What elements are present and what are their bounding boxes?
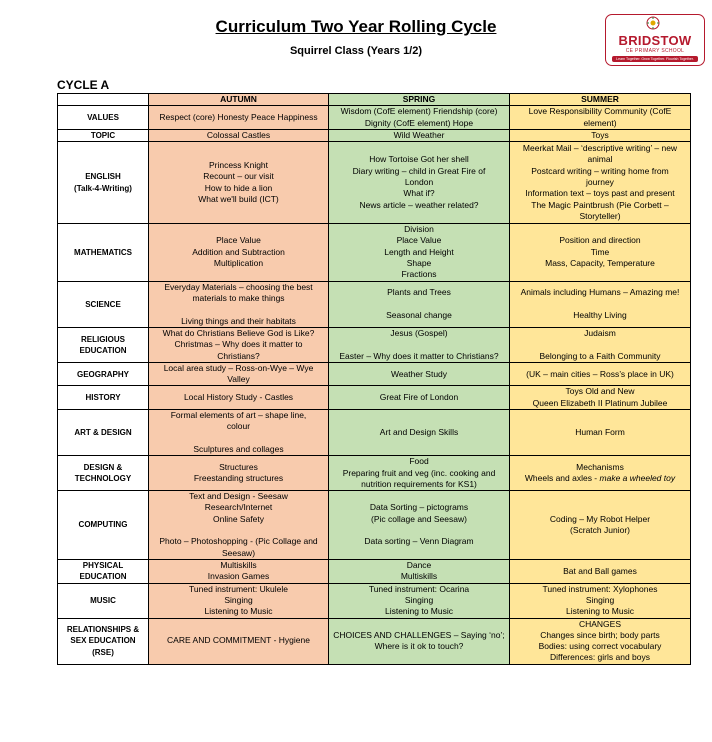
cell-line: PHYSICAL xyxy=(82,560,124,570)
cell-line: (Scratch Junior) xyxy=(570,525,630,536)
spring-cell xyxy=(329,456,510,491)
subject-cell xyxy=(58,410,149,456)
cell-line: Data sorting – Venn Diagram xyxy=(364,536,474,547)
cell-line: Addition and Subtraction xyxy=(192,246,285,257)
column-header-summer: SUMMER xyxy=(510,94,691,106)
cell-line: Fractions xyxy=(401,269,437,280)
spring-cell xyxy=(329,224,510,281)
cell-line: (RSE) xyxy=(92,647,114,657)
table-row xyxy=(58,224,691,281)
autumn-cell xyxy=(149,618,329,664)
cell-line: Coding – My Robot Helper xyxy=(549,513,651,524)
cell-line: Multiplication xyxy=(213,258,264,269)
summer-cell xyxy=(510,224,691,281)
summer-cell xyxy=(510,142,691,224)
cell-line: Love Responsibility Community (CofE xyxy=(528,106,672,117)
autumn-cell xyxy=(149,362,329,386)
cell-line: Everyday Materials – choosing the best xyxy=(164,281,313,292)
summer-cell xyxy=(510,559,691,583)
spring-cell xyxy=(329,386,510,410)
spring-cell xyxy=(329,410,510,456)
cell-line: Art and Design Skills xyxy=(379,426,459,437)
autumn-cell xyxy=(149,491,329,560)
cell-line: News article – weather related? xyxy=(359,199,479,210)
cell-line: CHANGES xyxy=(578,618,622,629)
cycle-heading: CYCLE A xyxy=(57,78,110,92)
cell-line: Formal elements of art – shape line, xyxy=(170,410,307,421)
column-header-spring: SPRING xyxy=(329,94,510,106)
cell-line: Living things and their habitats xyxy=(181,315,296,326)
column-header-autumn: AUTUMN xyxy=(149,94,329,106)
cell-line: Christians? xyxy=(217,350,260,361)
subject-cell xyxy=(58,386,149,410)
cell-line: materials to make things xyxy=(192,292,285,303)
autumn-cell xyxy=(149,386,329,410)
table-row xyxy=(58,386,691,410)
table-header-row xyxy=(58,94,691,106)
cell-text-plain: Wheels and axles - xyxy=(524,473,600,484)
cell-line: CHOICES AND CHALLENGES – Saying ‘no’; xyxy=(333,629,505,640)
cell-line: Listening to Music xyxy=(384,606,454,617)
cell-line xyxy=(512,473,688,484)
cell-line: Information text – toys past and present xyxy=(525,188,675,199)
cell-line: Text and Design - Seesaw xyxy=(189,491,288,502)
school-emblem-icon xyxy=(646,16,660,30)
table-row xyxy=(58,410,691,456)
spring-cell xyxy=(329,491,510,560)
spring-cell xyxy=(329,618,510,664)
cell-line: (Talk-4-Writing) xyxy=(74,183,132,193)
cell-line: Healthy Living xyxy=(573,309,627,320)
cell-line: Listening to Music xyxy=(565,606,635,617)
cell-line: Online Safety xyxy=(212,513,265,524)
cell-line: Data Sorting – pictograms xyxy=(369,502,469,513)
cell-line: Listening to Music xyxy=(204,606,273,617)
spring-cell xyxy=(329,142,510,224)
cell-line: Human Form xyxy=(575,426,625,437)
subject-cell xyxy=(58,106,149,130)
cell-line: MATHEMATICS xyxy=(74,247,132,257)
cell-line: Singing xyxy=(404,594,434,605)
subject-cell xyxy=(58,281,149,327)
cell-line: Research/Internet xyxy=(204,502,273,513)
cell-line: Meerkat Mail – ‘descriptive writing’ – new xyxy=(522,143,678,154)
spring-cell xyxy=(329,129,510,141)
cell-line: (Pic collage and Seesaw) xyxy=(371,513,467,524)
cell-line: Jesus (Gospel) xyxy=(390,327,448,338)
summer-cell xyxy=(510,491,691,560)
cell-line: Photo – Photoshopping - (Pic Collage and xyxy=(159,536,318,547)
logo-motto: Learn Together. Grow Together. Flourish Together. xyxy=(612,56,698,62)
summer-cell xyxy=(510,362,691,386)
table-row xyxy=(58,491,691,560)
autumn-cell xyxy=(149,327,329,362)
table-row xyxy=(58,106,691,130)
column-header-subject xyxy=(58,94,149,106)
table-row xyxy=(58,327,691,362)
spring-cell xyxy=(329,362,510,386)
cell-line: What we'll build (ICT) xyxy=(198,193,279,204)
spring-cell xyxy=(329,559,510,583)
summer-cell xyxy=(510,583,691,618)
subject-cell xyxy=(58,327,149,362)
cell-line: Plants and Trees xyxy=(387,287,451,298)
summer-cell xyxy=(510,106,691,130)
cell-line: Easter – Why does it matter to Christians? xyxy=(339,350,499,361)
cell-line: TOPIC xyxy=(90,130,116,140)
cell-line xyxy=(512,339,688,350)
cell-line: Place Value xyxy=(216,235,261,246)
cell-line: Christmas – Why does it matter to xyxy=(174,339,303,350)
subject-cell xyxy=(58,129,149,141)
cell-line xyxy=(151,433,326,444)
cell-line: Freestanding structures xyxy=(193,473,284,484)
cell-line: Differences: girls and boys xyxy=(549,652,650,663)
cell-line: Multiskills xyxy=(400,571,438,582)
logo-school-name: BRIDSTOW xyxy=(618,33,692,48)
cell-line: CARE AND COMMITMENT - Hygiene xyxy=(167,635,310,646)
cell-line: Toys xyxy=(591,129,609,140)
cell-line: Position and direction xyxy=(559,235,641,246)
spring-cell xyxy=(329,327,510,362)
autumn-cell xyxy=(149,281,329,327)
cell-line: Mechanisms xyxy=(576,461,624,472)
cell-line: What if? xyxy=(403,188,435,199)
cell-line: EDUCATION xyxy=(79,572,127,582)
cell-line: Bat and Ball games xyxy=(563,565,637,576)
cell-line: Judaism xyxy=(584,327,616,338)
subject-cell xyxy=(58,224,149,281)
cell-line: Seesaw) xyxy=(221,547,256,558)
table-row xyxy=(58,142,691,224)
cell-line: Toys Old and New xyxy=(565,386,635,397)
subject-cell xyxy=(58,142,149,224)
autumn-cell xyxy=(149,583,329,618)
autumn-cell xyxy=(149,224,329,281)
cell-line: colour xyxy=(226,421,251,432)
cell-line: ART & DESIGN xyxy=(74,427,132,437)
cell-line: Singing xyxy=(585,594,615,605)
subject-cell xyxy=(58,559,149,583)
summer-cell xyxy=(510,327,691,362)
cell-line: Belonging to a Faith Community xyxy=(539,350,661,361)
cell-line: Sculptures and collages xyxy=(193,443,284,454)
cell-line: Time xyxy=(590,246,610,257)
cell-line: Food xyxy=(409,456,429,467)
table-row xyxy=(58,129,691,141)
cell-line: Changes since birth; body parts xyxy=(540,629,660,640)
autumn-cell xyxy=(149,129,329,141)
spring-cell xyxy=(329,583,510,618)
cell-line: Invasion Games xyxy=(207,571,270,582)
cell-line xyxy=(151,304,326,315)
cell-line xyxy=(331,299,507,310)
cell-line: Division xyxy=(404,224,434,235)
cell-line: ENGLISH xyxy=(85,172,121,182)
cell-line: VALUES xyxy=(87,112,119,122)
cell-line: Preparing fruit and veg (inc. cooking and xyxy=(342,467,496,478)
cell-line: Recount – our visit xyxy=(203,171,274,182)
cell-line: Length and Height xyxy=(384,246,454,257)
page-title: Curriculum Two Year Rolling Cycle xyxy=(215,17,497,36)
cell-line: SEX EDUCATION xyxy=(70,636,136,646)
table-row xyxy=(58,281,691,327)
cell-line: Princess Knight xyxy=(208,160,269,171)
cell-line: Postcard writing – writing home from xyxy=(531,165,669,176)
cell-line: Wisdom (CofE element) Friendship (core) xyxy=(340,106,498,117)
autumn-cell xyxy=(149,106,329,130)
cell-line: element) xyxy=(583,117,617,128)
subject-cell xyxy=(58,491,149,560)
cell-line: Local History Study - Castles xyxy=(183,392,294,403)
logo-school-type: CE PRIMARY SCHOOL xyxy=(625,48,685,54)
cell-line: Shape xyxy=(406,258,432,269)
cell-line: Respect (core) Honesty Peace Happiness xyxy=(159,111,318,122)
cell-line: Queen Elizabeth II Platinum Jubilee xyxy=(532,397,668,408)
cell-line: Local area study – Ross-on-Wye – Wye xyxy=(163,362,314,373)
cell-line: RELATIONSHIPS & xyxy=(66,625,140,635)
cell-line: Tuned instrument: Ukulele xyxy=(189,583,288,594)
cell-line: Dignity (CofE element) Hope xyxy=(364,117,474,128)
table-row xyxy=(58,618,691,664)
cell-line: Great Fire of London xyxy=(379,392,459,403)
spring-cell xyxy=(329,281,510,327)
cell-text-italic: make a wheeled toy xyxy=(599,473,676,484)
subject-cell xyxy=(58,618,149,664)
cell-line: Singing xyxy=(224,594,253,605)
curriculum-table xyxy=(57,93,691,665)
cell-line: Where is it ok to touch? xyxy=(374,641,464,652)
table-row xyxy=(58,583,691,618)
table-row xyxy=(58,559,691,583)
cell-line: Storyteller) xyxy=(579,210,621,221)
cell-line: How Tortoise Got her shell xyxy=(369,154,469,165)
cell-line: journey xyxy=(586,177,614,188)
cell-line: Weather Study xyxy=(390,368,448,379)
summer-cell xyxy=(510,618,691,664)
autumn-cell xyxy=(149,142,329,224)
table-row xyxy=(58,456,691,491)
cell-line xyxy=(331,525,507,536)
cell-line: Animals including Humans – Amazing me! xyxy=(520,287,680,298)
summer-cell xyxy=(510,456,691,491)
autumn-cell xyxy=(149,456,329,491)
cell-line: Seasonal change xyxy=(386,309,452,320)
cell-line: The Magic Paintbrush (Pie Corbett – xyxy=(531,199,669,210)
cell-line: animal xyxy=(587,154,613,165)
cell-line: HISTORY xyxy=(85,393,121,403)
cell-line: SCIENCE xyxy=(85,299,121,309)
cell-line: Dance xyxy=(406,559,432,570)
cell-line: London xyxy=(404,177,434,188)
autumn-cell xyxy=(149,410,329,456)
school-logo xyxy=(605,14,705,66)
cell-line: Diary writing – child in Great Fire of xyxy=(352,165,486,176)
cell-line: Tuned instrument: Ocarina xyxy=(368,583,470,594)
cell-line: Tuned instrument: Xylophones xyxy=(542,583,658,594)
cell-line: (UK – main cities – Ross’s place in UK) xyxy=(526,368,674,379)
summer-cell xyxy=(510,129,691,141)
cell-line: Colossal Castles xyxy=(206,129,271,140)
cell-line xyxy=(151,525,326,536)
cell-line: EDUCATION xyxy=(79,345,127,355)
cell-line: Place Value xyxy=(396,235,442,246)
summer-cell xyxy=(510,281,691,327)
cell-line: Valley xyxy=(227,374,250,385)
cell-line: How to hide a lion xyxy=(204,182,273,193)
page-subtitle: Squirrel Class (Years 1/2) xyxy=(289,45,423,57)
cell-line: COMPUTING xyxy=(78,520,128,530)
cell-line: MUSIC xyxy=(90,595,116,605)
cell-line: TECHNOLOGY xyxy=(74,474,132,484)
table-row xyxy=(58,362,691,386)
autumn-cell xyxy=(149,559,329,583)
cell-line: Mass, Capacity, Temperature xyxy=(545,258,655,269)
subject-cell xyxy=(58,456,149,491)
cell-line: RELIGIOUS xyxy=(80,334,125,344)
table-body xyxy=(58,106,691,664)
cell-line: What do Christians Believe God is Like? xyxy=(162,327,315,338)
cell-line: Multiskills xyxy=(220,559,257,570)
cell-line: Bodies: using correct vocabulary xyxy=(538,641,662,652)
cell-line: DESIGN & xyxy=(83,462,123,472)
summer-cell xyxy=(510,410,691,456)
cell-line xyxy=(512,299,688,310)
subject-cell xyxy=(58,583,149,618)
cell-line: Structures xyxy=(219,461,258,472)
spring-cell xyxy=(329,106,510,130)
cell-line: GEOGRAPHY xyxy=(76,369,129,379)
cell-line: Wild Weather xyxy=(393,129,445,140)
subject-cell xyxy=(58,362,149,386)
cell-line xyxy=(331,339,507,350)
cell-line: nutrition requirements for KS1) xyxy=(361,478,477,489)
summer-cell xyxy=(510,386,691,410)
